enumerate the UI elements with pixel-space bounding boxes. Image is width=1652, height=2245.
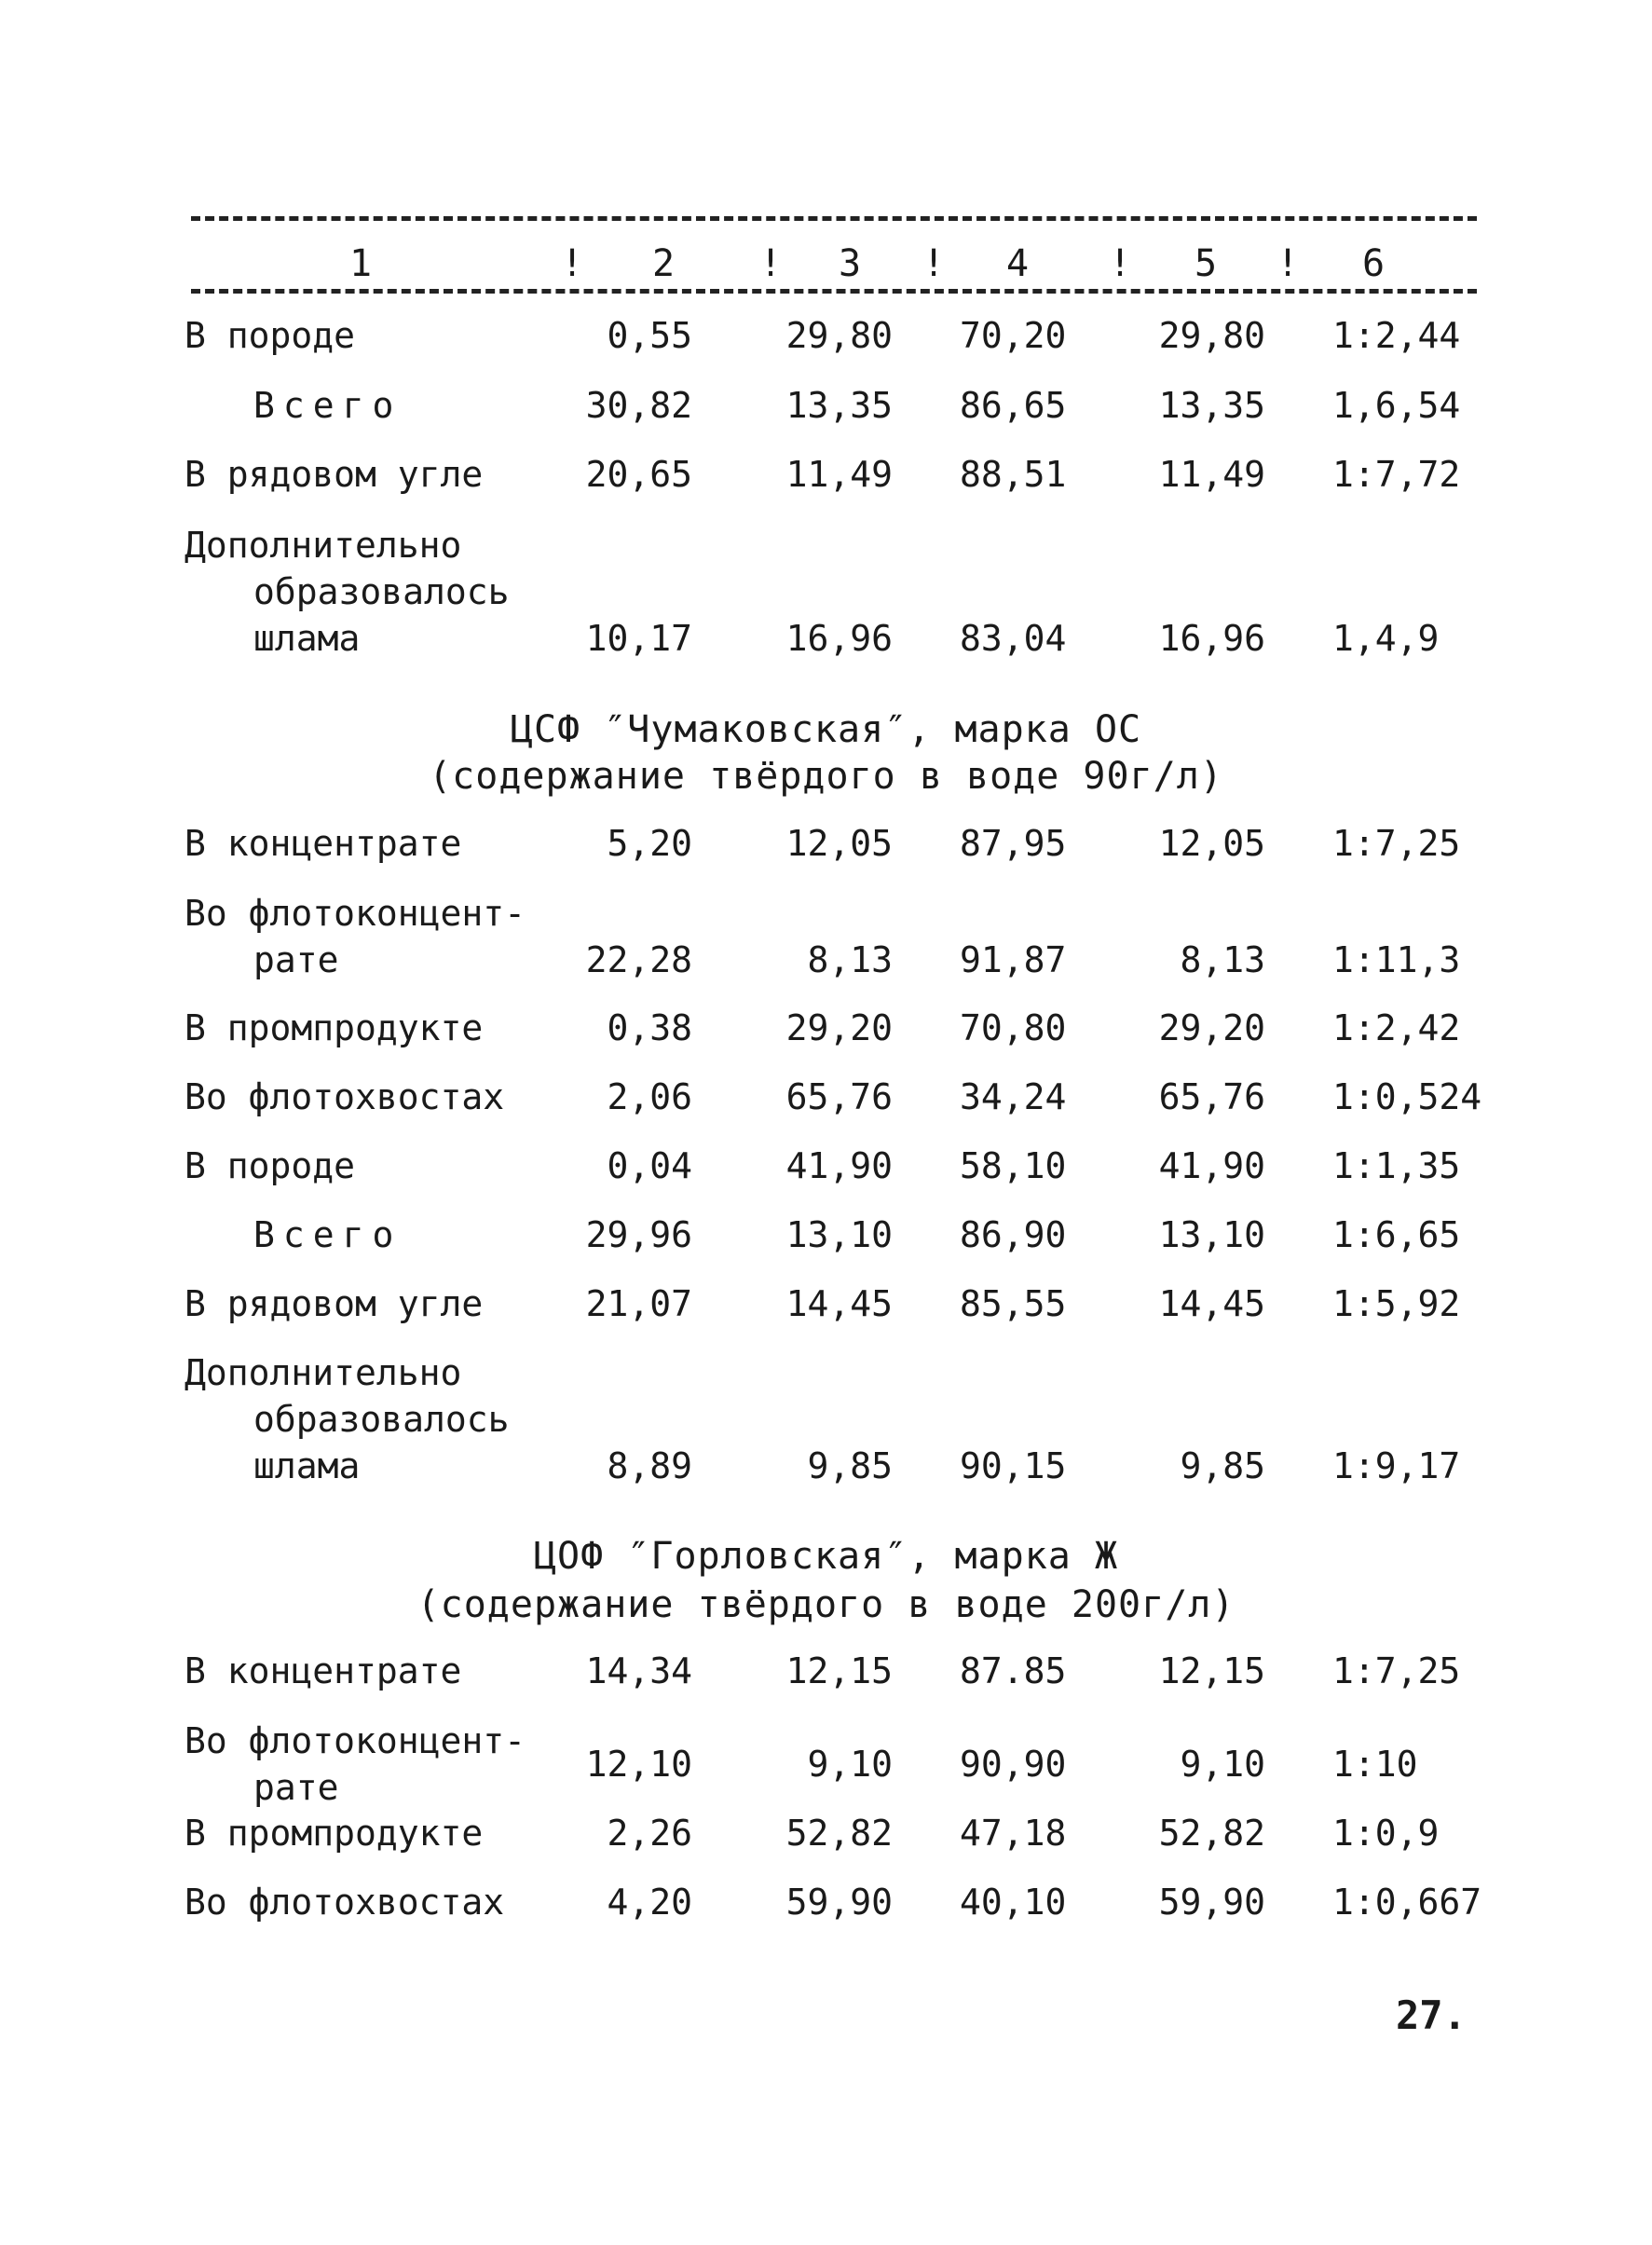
cell-col3: 9,85 bbox=[807, 1445, 893, 1486]
cell-col3: 16,96 bbox=[785, 618, 893, 659]
cell-col5: 41,90 bbox=[1158, 1145, 1265, 1186]
cell-col6: 1:11,3 bbox=[1332, 939, 1461, 980]
cell-col6: 1:2,44 bbox=[1332, 315, 1461, 356]
cell-col4: 70,20 bbox=[960, 315, 1067, 356]
cell-col4: 40,10 bbox=[960, 1882, 1067, 1923]
cell-col5: 13,10 bbox=[1158, 1214, 1265, 1255]
col-separator: ! bbox=[759, 242, 783, 285]
cell-col2: 8,89 bbox=[607, 1445, 692, 1486]
row-label: Дополнительно bbox=[184, 1352, 462, 1393]
cell-col4: 91,87 bbox=[960, 939, 1067, 980]
row-label: Дополнительно bbox=[184, 525, 462, 566]
col-header-4: 4 bbox=[1006, 242, 1030, 285]
cell-col6: 1,4,9 bbox=[1332, 618, 1440, 659]
cell-col3: 65,76 bbox=[785, 1076, 893, 1117]
cell-col6: 1:1,35 bbox=[1332, 1145, 1461, 1186]
cell-col6: 1:9,17 bbox=[1332, 1445, 1461, 1486]
cell-col2: 14,34 bbox=[585, 1650, 692, 1691]
row-label: В породе bbox=[184, 1145, 356, 1186]
cell-col3: 59,90 bbox=[785, 1882, 893, 1923]
page-number: 27. bbox=[1396, 1992, 1467, 2038]
cell-col4: 58,10 bbox=[960, 1145, 1067, 1186]
row-label: В рядовом угле bbox=[184, 1283, 484, 1324]
row-label: образовалось bbox=[253, 571, 510, 612]
cell-col5: 12,15 bbox=[1158, 1650, 1265, 1691]
cell-col6: 1:6,65 bbox=[1332, 1214, 1461, 1255]
cell-col6: 1:5,92 bbox=[1332, 1283, 1461, 1324]
cell-col5: 65,76 bbox=[1158, 1076, 1265, 1117]
row-label: Во флотоконцент- bbox=[184, 1720, 526, 1761]
cell-col4: 83,04 bbox=[960, 618, 1067, 659]
cell-col5: 13,35 bbox=[1158, 385, 1265, 426]
cell-col2: 4,20 bbox=[607, 1882, 692, 1923]
cell-col5: 12,05 bbox=[1158, 823, 1265, 864]
row-label: В породе bbox=[184, 315, 356, 356]
col-header-1: 1 bbox=[349, 242, 373, 285]
col-separator: ! bbox=[1277, 242, 1300, 285]
col-header-3: 3 bbox=[839, 242, 862, 285]
cell-col6: 1:0,667 bbox=[1332, 1882, 1482, 1923]
row-label: В промпродукте bbox=[184, 1813, 484, 1854]
row-label: шлама bbox=[253, 618, 361, 659]
row-label: Во флотохвостах bbox=[184, 1076, 505, 1117]
cell-col2: 20,65 bbox=[585, 454, 692, 495]
cell-col2: 12,10 bbox=[585, 1744, 692, 1785]
section-subtitle: (содержание твёрдого в воде 200г/л) bbox=[416, 1583, 1236, 1626]
col-header-5: 5 bbox=[1195, 242, 1218, 285]
header-bottom-rule bbox=[191, 289, 1477, 294]
cell-col6: 1:10 bbox=[1332, 1744, 1418, 1785]
cell-col2: 10,17 bbox=[585, 618, 692, 659]
cell-col3: 52,82 bbox=[785, 1813, 893, 1854]
section-title: ЦОФ ″Горловская″, марка Ж bbox=[533, 1535, 1119, 1578]
cell-col6: 1:0,9 bbox=[1332, 1813, 1440, 1854]
cell-col3: 9,10 bbox=[807, 1744, 893, 1785]
cell-col4: 90,15 bbox=[960, 1445, 1067, 1486]
cell-col2: 5,20 bbox=[607, 823, 692, 864]
cell-col2: 0,38 bbox=[607, 1007, 692, 1048]
cell-col3: 11,49 bbox=[785, 454, 893, 495]
cell-col6: 1:7,25 bbox=[1332, 823, 1461, 864]
cell-col4: 34,24 bbox=[960, 1076, 1067, 1117]
cell-col5: 9,85 bbox=[1180, 1445, 1265, 1486]
cell-col4: 88,51 bbox=[960, 454, 1067, 495]
cell-col5: 59,90 bbox=[1158, 1882, 1265, 1923]
row-label: рате bbox=[253, 1767, 339, 1808]
cell-col4: 70,80 bbox=[960, 1007, 1067, 1048]
cell-col3: 14,45 bbox=[785, 1283, 893, 1324]
row-label: Всего bbox=[253, 385, 403, 426]
col-separator: ! bbox=[922, 242, 946, 285]
cell-col6: 1:2,42 bbox=[1332, 1007, 1461, 1048]
cell-col3: 13,35 bbox=[785, 385, 893, 426]
cell-col4: 86,65 bbox=[960, 385, 1067, 426]
cell-col3: 13,10 bbox=[785, 1214, 893, 1255]
cell-col5: 16,96 bbox=[1158, 618, 1265, 659]
row-label: Во флотохвостах bbox=[184, 1882, 505, 1923]
cell-col3: 8,13 bbox=[807, 939, 893, 980]
cell-col5: 9,10 bbox=[1180, 1744, 1265, 1785]
cell-col2: 0,55 bbox=[607, 315, 692, 356]
cell-col5: 14,45 bbox=[1158, 1283, 1265, 1324]
cell-col4: 85,55 bbox=[960, 1283, 1067, 1324]
col-separator: ! bbox=[561, 242, 584, 285]
cell-col3: 29,20 bbox=[785, 1007, 893, 1048]
cell-col3: 29,80 bbox=[785, 315, 893, 356]
cell-col2: 2,06 bbox=[607, 1076, 692, 1117]
cell-col5: 29,80 bbox=[1158, 315, 1265, 356]
cell-col6: 1,6,54 bbox=[1332, 385, 1461, 426]
cell-col2: 21,07 bbox=[585, 1283, 692, 1324]
header-top-rule bbox=[191, 216, 1477, 221]
cell-col4: 87.85 bbox=[960, 1650, 1067, 1691]
col-header-6: 6 bbox=[1362, 242, 1386, 285]
row-label: шлама bbox=[253, 1445, 361, 1486]
section-title: ЦСФ ″Чумаковская″, марка ОС bbox=[510, 708, 1142, 751]
cell-col3: 12,05 bbox=[785, 823, 893, 864]
cell-col6: 1:7,25 bbox=[1332, 1650, 1461, 1691]
row-label: В концентрате bbox=[184, 823, 462, 864]
cell-col3: 41,90 bbox=[785, 1145, 893, 1186]
cell-col2: 29,96 bbox=[585, 1214, 692, 1255]
cell-col5: 11,49 bbox=[1158, 454, 1265, 495]
row-label: рате bbox=[253, 939, 339, 980]
cell-col4: 90,90 bbox=[960, 1744, 1067, 1785]
cell-col3: 12,15 bbox=[785, 1650, 893, 1691]
col-header-2: 2 bbox=[652, 242, 676, 285]
row-label: Всего bbox=[253, 1214, 403, 1255]
row-label: образовалось bbox=[253, 1399, 510, 1440]
cell-col4: 86,90 bbox=[960, 1214, 1067, 1255]
col-separator: ! bbox=[1109, 242, 1132, 285]
cell-col4: 87,95 bbox=[960, 823, 1067, 864]
row-label: Во флотоконцент- bbox=[184, 893, 526, 934]
cell-col2: 2,26 bbox=[607, 1813, 692, 1854]
cell-col2: 30,82 bbox=[585, 385, 692, 426]
cell-col5: 29,20 bbox=[1158, 1007, 1265, 1048]
cell-col5: 52,82 bbox=[1158, 1813, 1265, 1854]
cell-col2: 0,04 bbox=[607, 1145, 692, 1186]
row-label: В концентрате bbox=[184, 1650, 462, 1691]
row-label: В рядовом угле bbox=[184, 454, 484, 495]
cell-col5: 8,13 bbox=[1180, 939, 1265, 980]
section-subtitle: (содержание твёрдого в воде 90г/л) bbox=[429, 755, 1223, 798]
cell-col2: 22,28 bbox=[585, 939, 692, 980]
cell-col6: 1:0,524 bbox=[1332, 1076, 1482, 1117]
cell-col6: 1:7,72 bbox=[1332, 454, 1461, 495]
row-label: В промпродукте bbox=[184, 1007, 484, 1048]
cell-col4: 47,18 bbox=[960, 1813, 1067, 1854]
